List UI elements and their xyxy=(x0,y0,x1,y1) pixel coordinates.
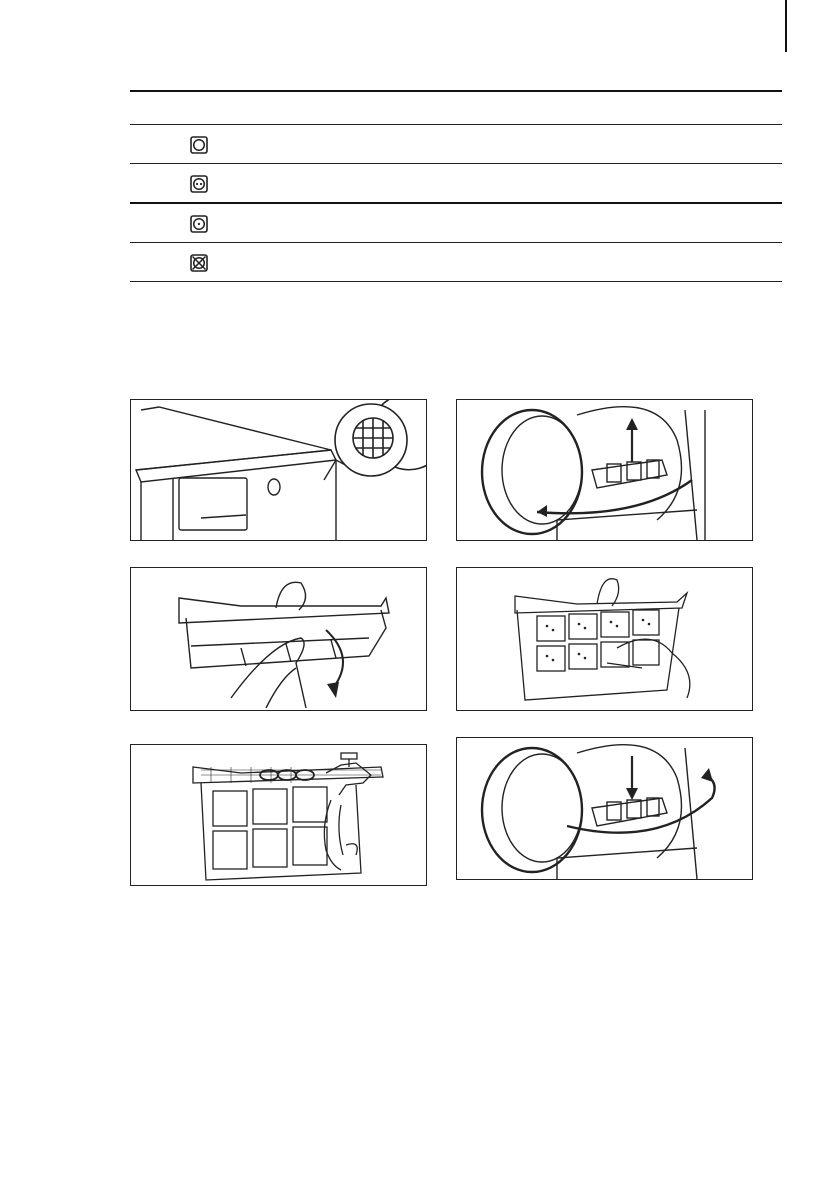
table-header-row xyxy=(130,90,782,124)
step-3-open-filter xyxy=(130,567,427,711)
dryer-symbol-one-dot-icon xyxy=(190,215,208,233)
table-row xyxy=(130,242,782,282)
table-row xyxy=(130,124,782,163)
page-edge-marker xyxy=(785,0,787,52)
step-4-clean-lint-by-hand xyxy=(456,567,753,711)
symbol-table xyxy=(130,90,782,282)
dryer-symbol-circle-icon xyxy=(190,136,208,154)
dryer-symbol-two-dots-icon xyxy=(190,175,208,193)
step-6-reinsert-filter xyxy=(456,737,753,880)
table-row xyxy=(130,202,782,242)
table-row xyxy=(130,163,782,202)
step-1-dryer-filter-location xyxy=(130,399,427,541)
step-2-remove-filter xyxy=(456,399,753,541)
step-5-rinse-filter-under-tap xyxy=(130,744,427,886)
dryer-symbol-crossed-icon xyxy=(190,254,208,272)
